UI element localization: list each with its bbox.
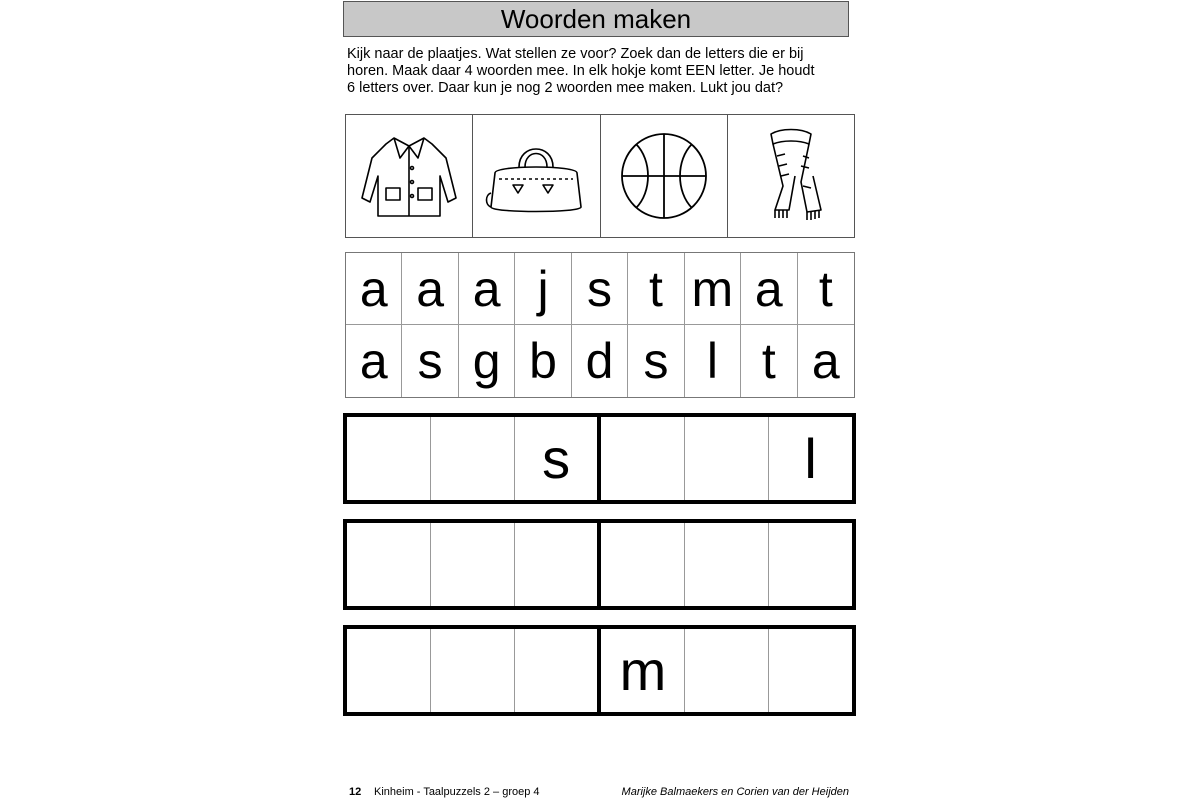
letter-cell: s <box>628 325 684 397</box>
answer-box[interactable] <box>685 523 769 606</box>
word-row <box>343 413 856 504</box>
picture-cell <box>601 115 728 237</box>
page-title: Woorden maken <box>343 1 849 37</box>
answer-box[interactable] <box>347 417 431 500</box>
letter-cell: a <box>346 325 402 397</box>
letter-cell: t <box>628 253 684 325</box>
answer-box[interactable] <box>769 629 852 712</box>
picture-cell <box>473 115 600 237</box>
page-footer <box>349 786 849 800</box>
instructions-line: horen. Maak daar 4 woorden mee. In elk hokje komt EEN letter. Je houdt <box>347 63 815 79</box>
letter-cell: j <box>515 253 571 325</box>
letter-cell: a <box>346 253 402 325</box>
letter-cell: l <box>685 325 741 397</box>
answer-box[interactable] <box>431 417 515 500</box>
letter-cell: g <box>459 325 515 397</box>
scarf-icon <box>751 126 831 226</box>
answer-box[interactable] <box>515 523 602 606</box>
answer-box[interactable] <box>769 523 852 606</box>
authors: Marijke Balmaekers en Corien van der Heijden <box>621 786 849 798</box>
letter-cell: a <box>459 253 515 325</box>
instructions-line: Kijk naar de plaatjes. Wat stellen ze voor? Zoek dan de letters die er bij <box>347 46 804 62</box>
series-title: Kinheim - Taalpuzzels 2 – groep 4 <box>374 786 540 798</box>
answer-box[interactable] <box>601 523 685 606</box>
picture-strip <box>345 114 855 238</box>
letter-cell: s <box>402 325 458 397</box>
answer-box[interactable] <box>515 629 602 712</box>
answer-box[interactable]: l <box>804 426 817 490</box>
letter-cell: d <box>572 325 628 397</box>
answer-box[interactable] <box>431 629 515 712</box>
word-row <box>343 625 856 716</box>
letter-grid <box>345 252 855 398</box>
page-number: 12 <box>349 786 362 798</box>
answer-box[interactable] <box>347 523 431 606</box>
word-row <box>343 519 856 610</box>
ball-icon <box>616 128 712 224</box>
coat-icon <box>354 128 464 224</box>
letter-cell: a <box>741 253 797 325</box>
letter-cell: s <box>572 253 628 325</box>
answer-box[interactable] <box>685 629 769 712</box>
letter-cell: a <box>402 253 458 325</box>
letter-cell: a <box>811 333 840 389</box>
answer-box[interactable] <box>347 629 431 712</box>
picture-cell <box>346 115 473 237</box>
answer-box[interactable]: m <box>601 629 685 712</box>
letter-cell: m <box>685 253 741 325</box>
instructions-line: 6 letters over. Daar kun je nog 2 woorden mee maken. Lukt jou dat? <box>347 80 784 96</box>
picture-cell <box>728 115 854 237</box>
bag-icon <box>481 133 591 219</box>
letter-cell: b <box>515 325 571 397</box>
letter-cell: t <box>798 253 854 325</box>
instructions-text <box>347 46 847 97</box>
answer-box[interactable] <box>685 417 769 500</box>
answer-box[interactable] <box>601 417 685 500</box>
letter-cell: t <box>741 325 797 397</box>
answer-box[interactable]: s <box>515 417 602 500</box>
answer-box[interactable] <box>431 523 515 606</box>
